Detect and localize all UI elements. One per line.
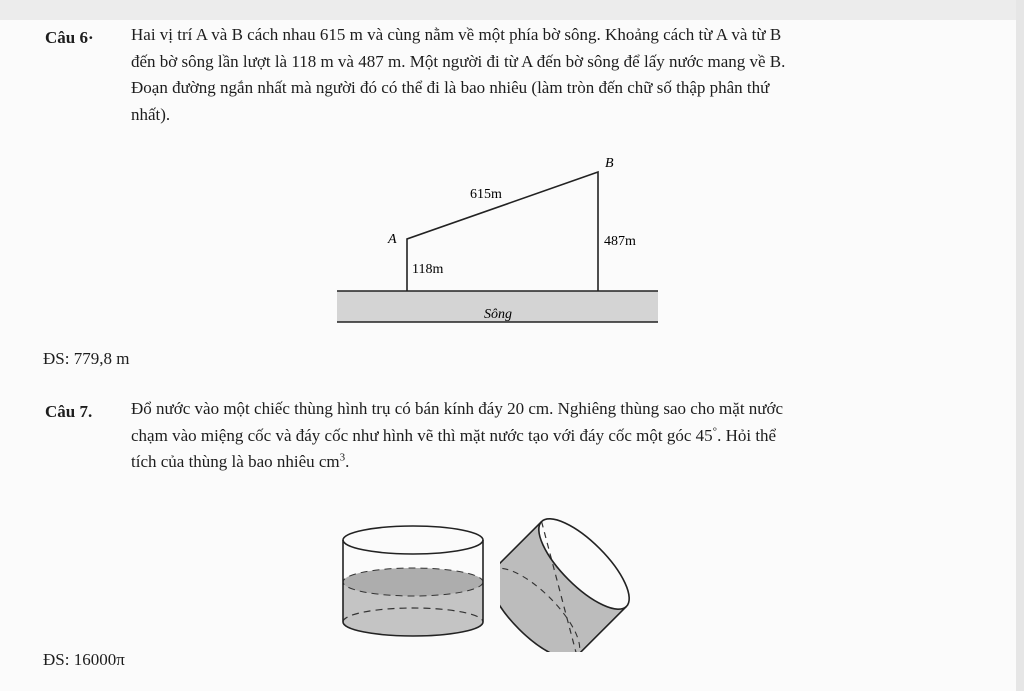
question-7-label: Câu 7.: [45, 402, 93, 421]
question-7-answer: ĐS: 16000π: [43, 650, 125, 669]
viewer-top-bar: [0, 0, 1024, 20]
angle-unit: °: [712, 424, 718, 437]
question-6-line-1: Hai vị trí A và B cách nhau 615 m và cùng nằm về một phía bờ sông. Khoảng cách từ A và từ B: [131, 25, 782, 44]
question-6-line-2: đến bờ sông lần lượt là 118 m và 487 m. Một người đi từ A đến bờ sông để lấy nước mang về B.: [131, 51, 786, 71]
question-7-line-3-end: .: [345, 452, 350, 471]
point-b-label: B: [605, 156, 614, 171]
question-7-line-3-text: tích của thùng là bao nhiêu cm: [131, 452, 340, 471]
question-7-line-1: Đổ nước vào một chiếc thùng hình trụ có bán kính đáy 20 cm. Nghiêng thùng sao cho mặt nước: [131, 399, 784, 418]
viewer-right-edge: [1016, 0, 1024, 691]
question-7-line-2: [131, 423, 953, 450]
question-6-line-4: nhất).: [131, 104, 171, 124]
angle-value: 45: [695, 425, 713, 445]
river-diagram: [330, 145, 660, 330]
question-6-line-3: Đoạn đường ngắn nhất mà người đó có thể đi là bao nhiêu (làm tròn đến chữ số thập phân thứ: [131, 78, 770, 97]
question-7-line-2-text: chạm vào miệng cốc và đáy cốc như hình vẽ thì mặt nước tạo với đáy cốc một góc: [131, 425, 692, 445]
distance-b-label: 487m: [604, 234, 636, 249]
tilted-water-volume: [500, 522, 626, 652]
upright-cylinder-figure: [335, 520, 495, 645]
volume-exponent: 3: [339, 451, 346, 464]
cylinder-rim: [343, 526, 483, 554]
tilted-cylinder-figure: [500, 482, 680, 652]
distance-ab-label: 615m: [470, 187, 502, 202]
distance-a-label: 118m: [412, 262, 444, 277]
river-label: Sông: [484, 307, 512, 322]
water-surface: [343, 568, 483, 596]
question-7-line-3: [131, 449, 953, 476]
point-a-label: A: [388, 232, 397, 247]
question-7-text: [131, 396, 953, 476]
question-6-label: Câu 6·: [45, 28, 94, 47]
question-6-text: [131, 22, 953, 128]
question-6-answer: ĐS: 779,8 m: [43, 349, 130, 368]
question-7-line-2-end: . Hỏi thể: [717, 425, 777, 445]
